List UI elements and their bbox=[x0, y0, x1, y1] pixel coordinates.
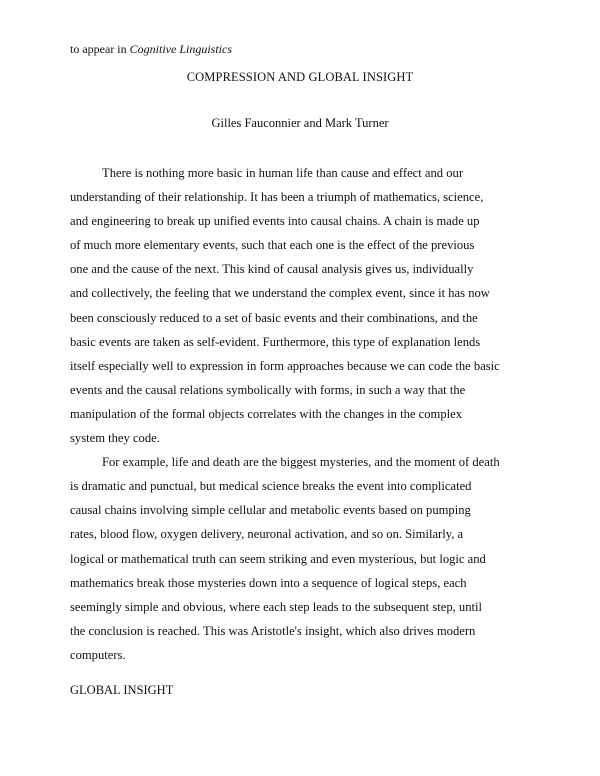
text-line: basic events are taken as self-evident. Furthermore, this type of explanation lends bbox=[70, 334, 481, 349]
text-line: There is nothing more basic in human life than cause and effect and our bbox=[102, 166, 464, 180]
text-line: For example, life and death are the biggest mysteries, and the moment of death bbox=[102, 455, 500, 470]
publication-note-prefix: to appear in bbox=[70, 42, 130, 56]
paragraph-2 bbox=[70, 450, 546, 667]
text-line: one and the cause of the next. This kind of causal analysis gives us, individually bbox=[70, 262, 474, 277]
text-line: and engineering to break up unified events into causal chains. A chain is made up bbox=[70, 214, 480, 229]
text-line: mathematics break those mysteries down into a sequence of logical steps, each bbox=[70, 575, 467, 590]
text-line: rates, blood flow, oxygen delivery, neuronal activation, and so on. Similarly, a bbox=[70, 527, 464, 542]
text-line: itself especially well to expression in form approaches because we can code the basic bbox=[70, 358, 500, 373]
text-line: computers. bbox=[70, 647, 126, 662]
text-line: the conclusion is reached. This was Aristotle's insight, which also drives modern bbox=[70, 623, 476, 638]
journal-name: Cognitive Linguistics bbox=[129, 42, 232, 56]
text-line: system they code. bbox=[70, 431, 160, 446]
paper-title: COMPRESSION AND GLOBAL INSIGHT bbox=[186, 70, 414, 84]
paragraph-1 bbox=[70, 161, 546, 450]
text-line: events and the causal relations symbolically with forms, in such a way that the bbox=[70, 382, 466, 397]
text-line: seemingly simple and obvious, where each step leads to the subsequent step, until bbox=[70, 599, 483, 614]
text-line: is dramatic and punctual, but medical science breaks the event into complicated bbox=[70, 479, 472, 494]
text-line: manipulation of the formal objects correlates with the changes in the complex bbox=[70, 406, 463, 421]
text-line: of much more elementary events, such that each one is the effect of the previous bbox=[70, 238, 475, 253]
paper-authors: Gilles Fauconnier and Mark Turner bbox=[211, 116, 389, 130]
text-line: been consciously reduced to a set of basic events and their combinations, and the bbox=[70, 310, 478, 325]
text-line: logical or mathematical truth can seem striking and even mysterious, but logic and bbox=[70, 551, 486, 566]
section-heading: GLOBAL INSIGHT bbox=[70, 683, 174, 697]
text-line: and collectively, the feeling that we understand the complex event, since it has now bbox=[70, 286, 490, 301]
publication-note bbox=[70, 42, 232, 57]
body-text bbox=[70, 161, 546, 667]
text-line: understanding of their relationship. It has been a triumph of mathematics, science, bbox=[70, 190, 484, 205]
text-line: causal chains involving simple cellular and metabolic events based on pumping bbox=[70, 503, 471, 518]
